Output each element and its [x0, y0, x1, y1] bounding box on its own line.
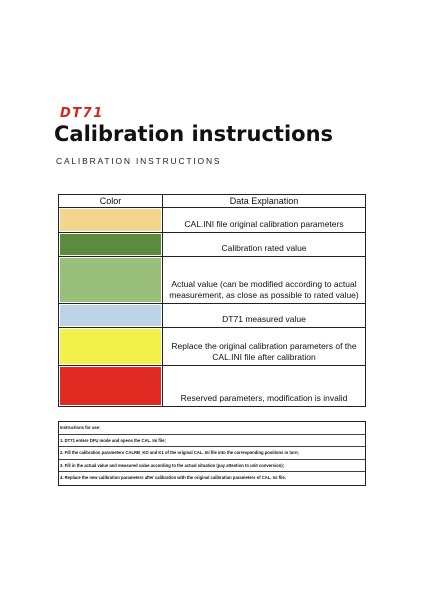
- table-row: [59, 366, 365, 406]
- page-subtitle: CALIBRATION INSTRUCTIONS: [56, 156, 222, 166]
- header-color: Color: [59, 195, 163, 207]
- instruction-step: 3. Fill in the actual value and measured value according to the actual situation (pay attention to unit conversion);: [59, 460, 365, 473]
- row-explanation: Calibration rated value: [221, 243, 307, 253]
- table-row: [59, 257, 365, 304]
- table-row: [59, 208, 365, 233]
- table-row: [59, 328, 365, 366]
- row-explanation: CAL.INI file original calibration parameters: [184, 219, 344, 229]
- instruction-step: 2. Fill the calibration parameters CALRB_KO and K1 of the original CAL. Ini file into the corresponding positions in turn;: [59, 447, 365, 460]
- color-swatch: [60, 367, 161, 405]
- page-title: Calibration instructions: [54, 122, 334, 146]
- row-explanation: Replace the original calibration parameters of the CAL.INI file after calibration: [171, 341, 357, 362]
- table-header-row: [59, 195, 365, 208]
- row-explanation: Actual value (can be modified according to actual measurement, as close as possible to rated value): [169, 279, 359, 300]
- row-explanation: DT71 measured value: [222, 314, 306, 324]
- color-swatch: [60, 209, 161, 231]
- color-swatch: [60, 258, 161, 302]
- header-data-explanation: Data Explanation: [229, 195, 299, 206]
- table-row: [59, 233, 365, 257]
- color-swatch: [60, 329, 161, 364]
- instruction-step: 1. DT71 enters DFU mode and opens the CAL. Ini file;: [59, 435, 365, 448]
- row-explanation: Reserved parameters, modification is invalid: [180, 393, 348, 403]
- instruction-step: 4. Replace the new calibration parameters after calibration with the original calibration parameters of CAL. Ini file.: [60, 475, 286, 481]
- instructions-heading: Instructions for use:: [59, 422, 365, 435]
- color-legend-table: [58, 194, 366, 407]
- instructions-box: [58, 421, 366, 486]
- table-row: [59, 304, 365, 328]
- color-swatch: [60, 234, 161, 255]
- color-swatch: [60, 305, 161, 326]
- brand-logo-text: DT71: [60, 106, 104, 121]
